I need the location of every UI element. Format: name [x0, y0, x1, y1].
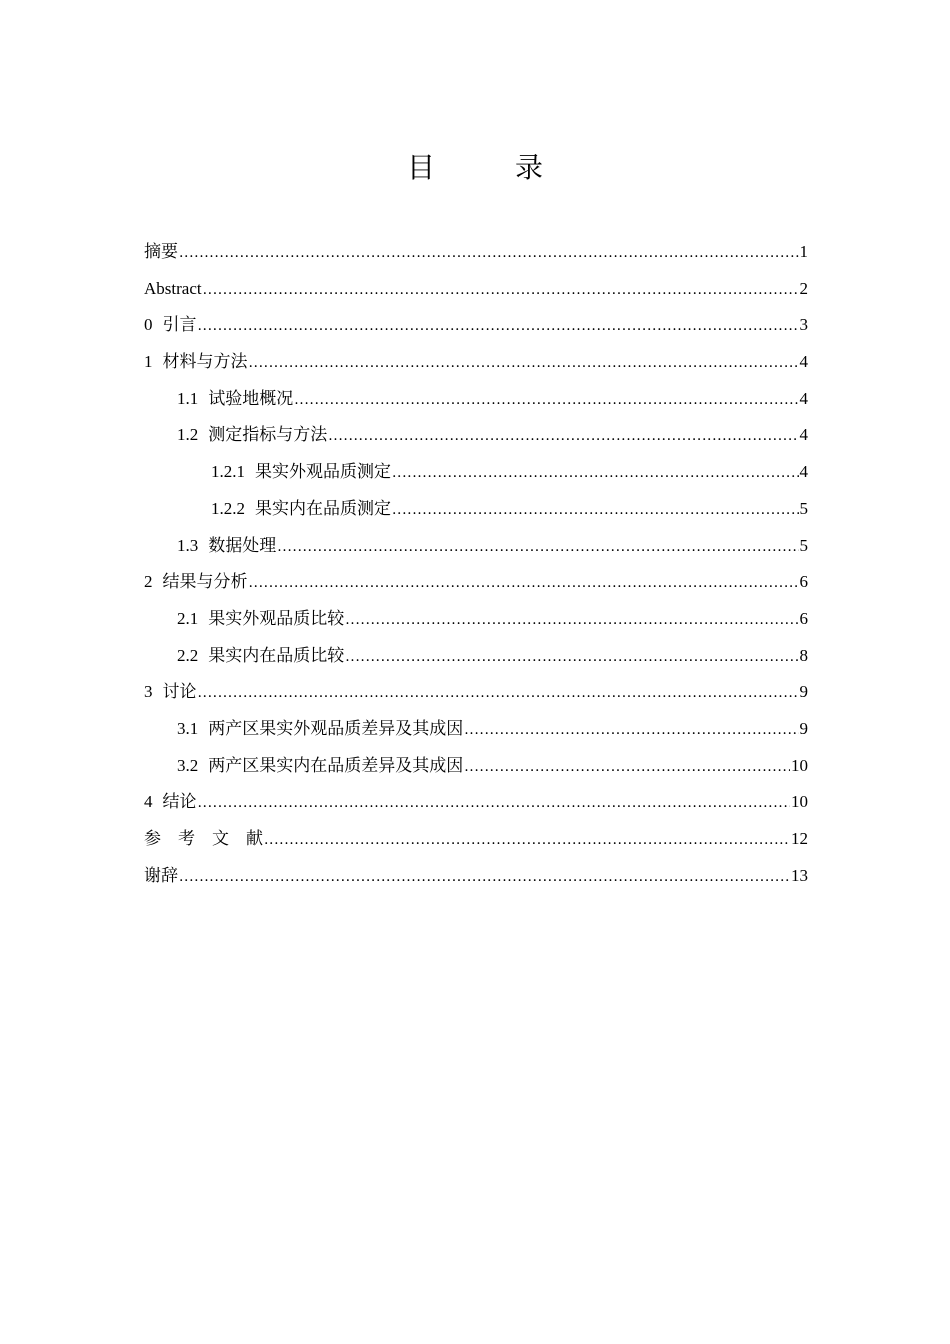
toc-entry[interactable] — [144, 454, 808, 491]
toc-entry-page-number: 4 — [799, 462, 808, 482]
toc-entry-page-number: 4 — [799, 388, 808, 408]
toc-entry-title: 数据处理 — [208, 535, 277, 556]
toc-entry-number: 3.2 — [177, 755, 199, 775]
toc-entry[interactable] — [144, 564, 808, 601]
dot-leader — [198, 675, 799, 712]
toc-entry-number: 2 — [144, 572, 153, 592]
dot-leader — [249, 345, 799, 382]
toc-entry-page-number: 5 — [799, 498, 808, 518]
toc-entry[interactable] — [144, 821, 808, 858]
toc-entry[interactable] — [144, 307, 808, 344]
toc-entry-page-number: 9 — [799, 682, 808, 702]
toc-entry-title: 测定指标与方法 — [208, 425, 328, 446]
toc-entry-title: 参 考 文 献 — [144, 829, 263, 849]
toc-entry[interactable] — [144, 491, 808, 528]
dot-leader — [179, 235, 799, 272]
dot-leader — [277, 529, 798, 566]
toc-entry-title: 讨论 — [162, 682, 197, 703]
toc-entry-number: 1.2.2 — [211, 498, 245, 518]
dot-leader — [345, 639, 798, 676]
toc-entry-title: 果实内在品质测定 — [255, 498, 391, 519]
dot-leader — [264, 822, 790, 859]
toc-entry-page-number: 8 — [799, 645, 808, 665]
toc-entry-page-number: 9 — [799, 718, 808, 738]
toc-entry-page-number: 4 — [799, 352, 808, 372]
toc-entry[interactable] — [144, 674, 808, 711]
table-of-contents — [144, 234, 808, 894]
toc-entry-page-number: 13 — [791, 865, 808, 885]
toc-entry-title: 果实内在品质比较 — [208, 645, 345, 666]
toc-entry[interactable] — [144, 234, 808, 271]
dot-leader — [464, 712, 798, 749]
toc-entry-number: 3.1 — [177, 718, 199, 738]
toc-entry[interactable] — [144, 417, 808, 454]
toc-entry-number: 0 — [144, 315, 153, 335]
dot-leader — [179, 859, 790, 896]
dot-leader — [392, 455, 799, 492]
toc-entry-number: 3 — [144, 682, 153, 702]
toc-entry-title: 谢辞 — [144, 865, 178, 886]
toc-entry-page-number: 12 — [791, 829, 808, 848]
toc-entry-number: 1.1 — [177, 388, 199, 408]
toc-entry[interactable] — [144, 271, 808, 308]
toc-entry[interactable] — [144, 638, 808, 675]
dot-leader — [198, 308, 799, 345]
dot-leader — [294, 382, 798, 419]
toc-entry-title: 果实外观品质测定 — [255, 462, 391, 483]
toc-entry-title: Abstract — [144, 278, 202, 298]
toc-entry-number: 1 — [144, 352, 153, 372]
toc-entry[interactable] — [144, 381, 808, 418]
dot-leader — [198, 785, 791, 822]
toc-entry[interactable] — [144, 711, 808, 748]
toc-entry-page-number: 6 — [799, 608, 808, 628]
toc-entry-page-number: 3 — [799, 315, 808, 335]
toc-entry-page-number: 6 — [799, 572, 808, 592]
toc-entry-title: 引言 — [162, 315, 197, 336]
toc-entry-title: 试验地概况 — [208, 388, 294, 409]
toc-entry-title: 果实外观品质比较 — [208, 608, 345, 629]
toc-entry[interactable] — [144, 344, 808, 381]
toc-entry-page-number: 5 — [799, 535, 808, 555]
toc-entry-number: 1.3 — [177, 535, 199, 555]
toc-entry-page-number: 2 — [799, 278, 808, 298]
toc-entry[interactable] — [144, 748, 808, 785]
toc-entry[interactable] — [144, 858, 808, 895]
toc-entry-number: 1.2 — [177, 425, 199, 445]
toc-entry-title: 两产区果实外观品质差异及其成因 — [208, 718, 464, 739]
toc-entry-page-number: 10 — [791, 755, 808, 775]
dot-leader — [203, 272, 799, 309]
page-title: 目 录 — [406, 151, 569, 184]
toc-entry[interactable] — [144, 528, 808, 565]
toc-entry-number: 2.2 — [177, 645, 199, 665]
toc-entry[interactable] — [144, 784, 808, 821]
toc-entry-title: 结论 — [162, 792, 197, 813]
toc-entry[interactable] — [144, 601, 808, 638]
toc-entry-page-number: 1 — [799, 242, 808, 261]
dot-leader — [464, 749, 790, 786]
toc-entry-number: 4 — [144, 792, 153, 812]
dot-leader — [392, 492, 799, 529]
toc-entry-title: 材料与方法 — [162, 352, 248, 373]
dot-leader — [328, 418, 798, 455]
toc-entry-number: 1.2.1 — [211, 462, 245, 482]
dot-leader — [345, 602, 798, 639]
dot-leader — [249, 565, 799, 602]
toc-entry-page-number: 4 — [799, 425, 808, 445]
toc-entry-page-number: 10 — [791, 792, 808, 812]
toc-entry-title: 摘要 — [144, 242, 178, 262]
toc-entry-title: 两产区果实内在品质差异及其成因 — [208, 755, 464, 776]
toc-entry-title: 结果与分析 — [162, 572, 248, 593]
toc-entry-number: 2.1 — [177, 608, 199, 628]
